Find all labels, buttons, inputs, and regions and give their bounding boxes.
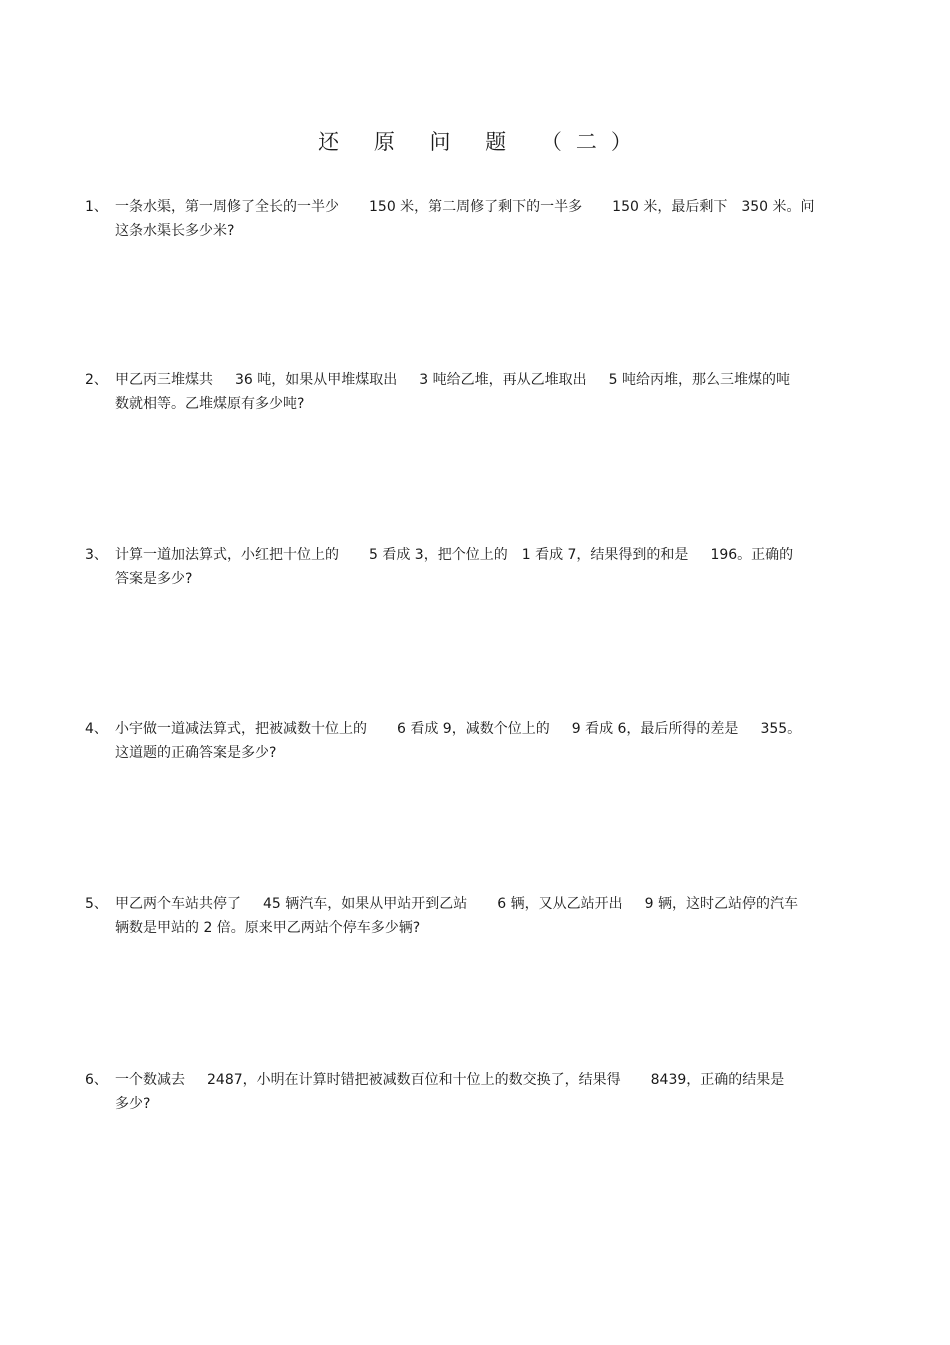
question-line <box>115 195 855 219</box>
page-title: 还 原 问 题 （二） <box>318 130 646 154</box>
question-number: 5、 <box>85 896 108 912</box>
question-line: 多少? <box>115 1096 151 1112</box>
question-line: 数就相等。乙堆煤原有多少吨? <box>115 396 305 412</box>
text-segment: 6 辆，又从乙站开出 <box>497 896 623 912</box>
question-text <box>115 717 855 765</box>
text-segment: 9 看成 6，最后所得的差是 <box>571 721 739 737</box>
question-text <box>115 543 855 591</box>
text-segment: 1 看成 7，结果得到的和是 <box>521 547 689 563</box>
question-text <box>115 1068 855 1116</box>
question-text <box>115 892 855 940</box>
question-line <box>115 717 855 741</box>
question-5 <box>85 892 855 940</box>
text-segment: 8439，正确的结果是 <box>650 1072 785 1088</box>
text-segment: 计算一道加法算式，小红把十位上的 <box>115 547 339 563</box>
question-number: 3、 <box>85 547 108 563</box>
text-segment: 150 米，最后剩下 <box>612 199 728 215</box>
question-number: 6、 <box>85 1072 108 1088</box>
text-segment: 196。正确的 <box>710 547 794 563</box>
question-line: 这条水渠长多少米? <box>115 223 235 239</box>
text-segment: 小宇做一道减法算式，把被减数十位上的 <box>115 721 367 737</box>
text-segment: 36 吨，如果从甲堆煤取出 <box>235 372 398 388</box>
question-line <box>115 368 855 392</box>
text-segment: 45 辆汽车，如果从甲站开到乙站 <box>263 896 468 912</box>
question-text <box>115 368 855 416</box>
question-line <box>115 543 855 567</box>
text-segment: 甲乙丙三堆煤共 <box>115 372 213 388</box>
question-line <box>115 892 855 916</box>
question-number: 2、 <box>85 372 108 388</box>
question-text <box>115 195 855 243</box>
question-number: 1、 <box>85 199 108 215</box>
text-segment: 一个数减去 <box>115 1072 185 1088</box>
question-1 <box>85 195 855 243</box>
question-number: 4、 <box>85 721 108 737</box>
text-segment: 150 米，第二周修了剩下的一半多 <box>369 199 583 215</box>
question-line: 辆数是甲站的 2 倍。原来甲乙两站个停车多少辆? <box>115 920 421 936</box>
question-line: 答案是多少? <box>115 571 193 587</box>
text-segment: 355。 <box>760 721 802 737</box>
text-segment: 350 米。问 <box>741 199 815 215</box>
question-line: 这道题的正确答案是多少? <box>115 745 277 761</box>
text-segment: 5 吨给丙堆，那么三堆煤的吨 <box>608 372 790 388</box>
question-line <box>115 1068 855 1092</box>
question-4 <box>85 717 855 765</box>
question-6 <box>85 1068 855 1116</box>
text-segment: 2487，小明在计算时错把被减数百位和十位上的数交换了，结果得 <box>207 1072 621 1088</box>
text-segment: 甲乙两个车站共停了 <box>115 896 241 912</box>
text-segment: 一条水渠，第一周修了全长的一半少 <box>115 199 339 215</box>
text-segment: 5 看成 3，把个位上的 <box>369 547 508 563</box>
text-segment: 6 看成 9，减数个位上的 <box>397 721 550 737</box>
question-2 <box>85 368 855 416</box>
text-segment: 3 吨给乙堆，再从乙堆取出 <box>419 372 587 388</box>
question-3 <box>85 543 855 591</box>
text-segment: 9 辆，这时乙站停的汽车 <box>644 896 798 912</box>
